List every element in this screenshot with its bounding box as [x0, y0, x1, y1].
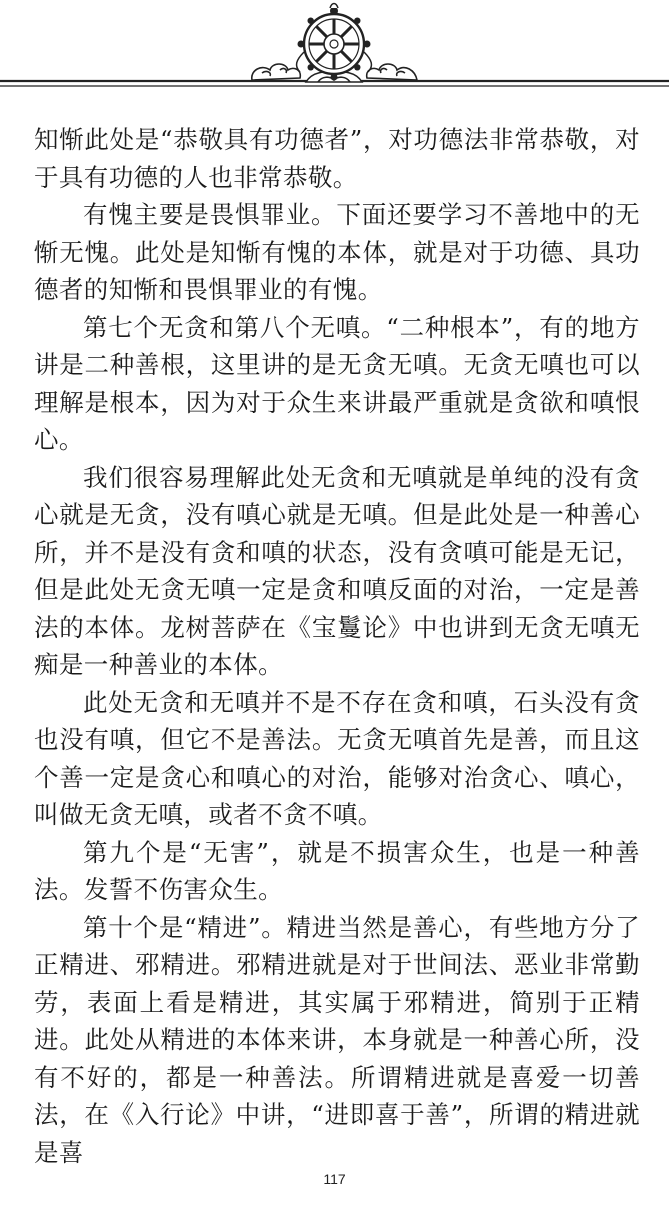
paragraph-2: 有愧主要是畏惧罪业。下面还要学习不善地中的无惭无愧。此处是知惭有愧的本体，就是对于功德、具功德者的知惭和畏惧罪业的有愧。: [34, 200, 640, 304]
paragraph-6: 第九个是“无害”，就是不损害众生，也是一种善法。发誓不伤害众生。: [34, 837, 640, 904]
main-text: [34, 121, 640, 1171]
page-number: 117: [323, 1171, 346, 1187]
paragraph-5: 此处无贪和无嗔并不是不存在贪和嗔，石头没有贪也没有嗔，但它不是善法。无贪无嗔首先是善，而且这个善一定是贪心和嗔心的对治，能够对治贪心、嗔心，叫做无贪无嗔，或者不贪不嗔。: [34, 687, 640, 829]
paragraph-4: 我们很容易理解此处无贪和无嗔就是单纯的没有贪心就是无贪，没有嗔心就是无嗔。但是此处是一种善心所，并不是没有贪和嗔的状态，没有贪嗔可能是无记，但是此处无贪无嗔一定是贪和嗔反面的对治，一定是善法的本体。龙树菩萨在《宝鬘论》中也讲到无贪无嗔无痴是一种善业的本体。: [34, 462, 640, 679]
paragraph-7: 第十个是“精进”。精进当然是善心，有些地方分了正精进、邪精进。邪精进就是对于世间法、恶业非常勤劳，表面上看是精进，其实属于邪精进，简别于正精进。此处从精进的本体来讲，本身就是一种善心所，没有不好的，都是一种善法。所谓精进就是喜爱一切善法，在《入行论》中讲，“进即喜于善”，所谓的精进就是喜: [34, 912, 640, 1167]
page-header-ornament: [0, 0, 669, 100]
dharma-wheel-ornament-icon: [0, 0, 669, 100]
paragraph-3: 第七个无贪和第八个无嗔。“二种根本”，有的地方讲是二种善根，这里讲的是无贪无嗔。无贪无嗔也可以理解是根本，因为对于众生来讲最严重就是贪欲和嗔恨心。: [34, 312, 640, 454]
paragraph-1: 知惭此处是“恭敬具有功德者”，对功德法非常恭敬，对于具有功德的人也非常恭敬。: [34, 125, 640, 192]
